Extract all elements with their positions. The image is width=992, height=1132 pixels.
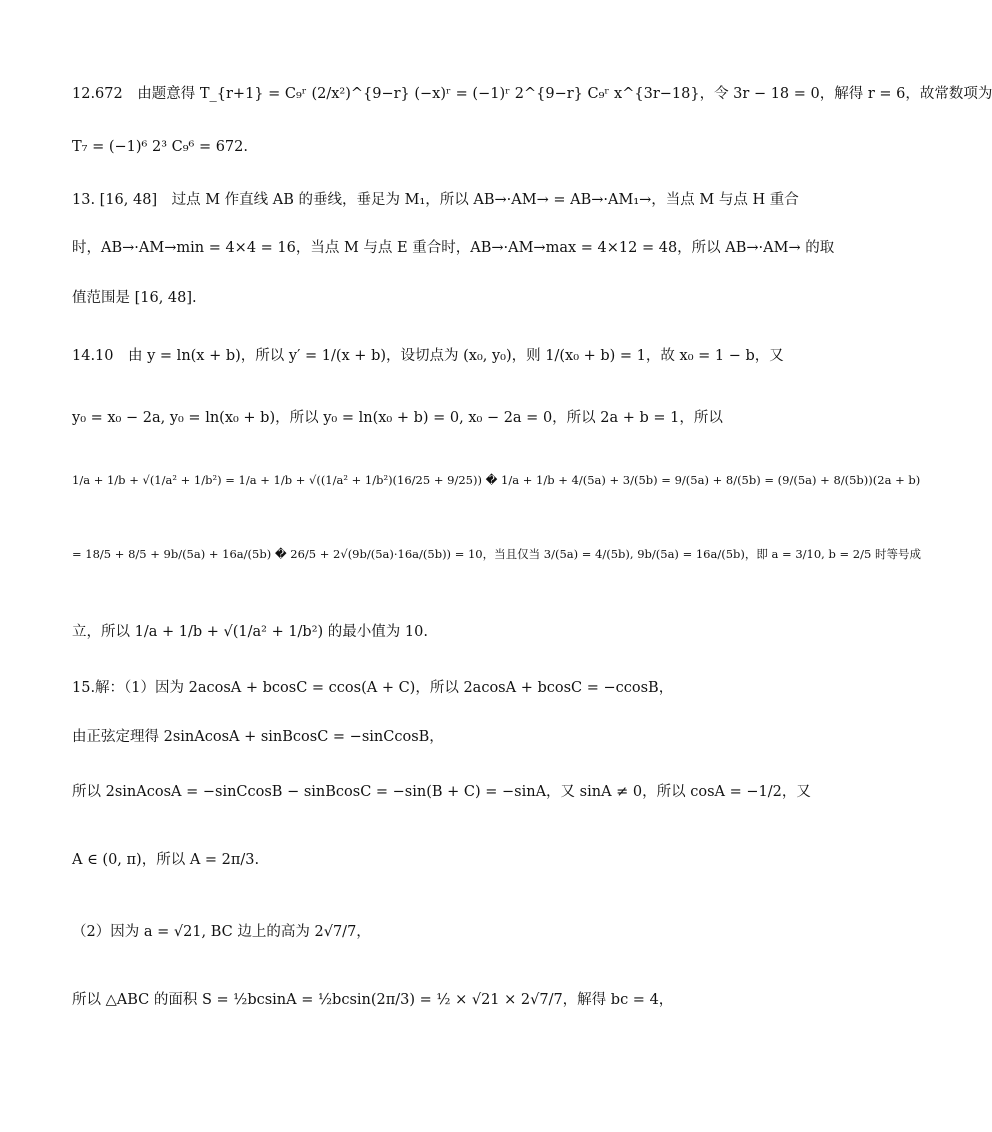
problem-15-line-5: （2）因为 a = √21, BC 边上的高为 2√7/7， [72,924,371,940]
problem-13-line-3: 值范围是 [16, 48]. [72,290,197,306]
problem-15-line-2: 由正弦定理得 2sinAcosA + sinBcosC = −sinCcosB， [72,729,444,745]
problem-14-line-2: y₀ = x₀ − 2a, y₀ = ln(x₀ + b)，所以 y₀ = ln(x₀ + b) = 0, x₀ − 2a = 0，所以 2a + b = 1，所以 [72,410,723,426]
problem-14-line-5: 立，所以 1/a + 1/b + √(1/a² + 1/b²) 的最小值为 10. [72,624,428,640]
problem-15-line-4: A ∈ (0, π)，所以 A = 2π/3. [72,852,260,868]
problem-12-line-1: 12.672 由题意得 T_{r+1} = C₉ʳ (2/x²)^{9−r} (−x)ʳ = (−1)ʳ 2^{9−r} C₉ʳ x^{3r−18}，令 3r − 18 = 0，解得 r = 6，故常数项为 [72,86,992,102]
problem-15-line-3: 所以 2sinAcosA = −sinCcosB − sinBcosC = −sin(B + C) = −sinA，又 sinA ≠ 0，所以 cosA = −1/2，又 [72,784,811,800]
problem-14-line-3: 1/a + 1/b + √(1/a² + 1/b²) = 1/a + 1/b + √((1/a² + 1/b²)(16/25 + 9/25)) � 1/a + 1/b + 4/(5a) + 3/(5b) = 9/(5a) + 8/(5b) = (9/(5a) + 8/(5b))(2a + b) [72,473,921,487]
problem-15-line-6: 所以 △ABC 的面积 S = ½bcsinA = ½bcsin(2π/3) = ½ × √21 × 2√7/7，解得 bc = 4， [72,992,674,1008]
problem-13-line-1: 13. [16, 48] 过点 M 作直线 AB 的垂线，垂足为 M₁，所以 AB→·AM→ = AB→·AM₁→，当点 M 与点 H 重合 [72,192,799,208]
problem-14-line-4: = 18/5 + 8/5 + 9b/(5a) + 16a/(5b) � 26/5 + 2√(9b/(5a)·16a/(5b)) = 10，当且仅当 3/(5a) = 4/(5b), 9b/(5a) = 16a/(5b)，即 a = 3/10, b = 2/5 时等号成 [72,547,921,561]
problem-12-line-2: T₇ = (−1)⁶ 2³ C₉⁶ = 672. [72,139,248,155]
problem-15-line-1: 15.解：（1）因为 2acosA + bcosC = ccos(A + C)，所以 2acosA + bcosC = −ccosB， [72,680,674,696]
problem-13-line-2: 时，AB→·AM→min = 4×4 = 16，当点 M 与点 E 重合时，AB→·AM→max = 4×12 = 48，所以 AB→·AM→ 的取 [72,240,835,256]
problem-14-line-1: 14.10 由 y = ln(x + b)，所以 y′ = 1/(x + b)，设切点为 (x₀, y₀)，则 1/(x₀ + b) = 1，故 x₀ = 1 − b，又 [72,348,784,364]
